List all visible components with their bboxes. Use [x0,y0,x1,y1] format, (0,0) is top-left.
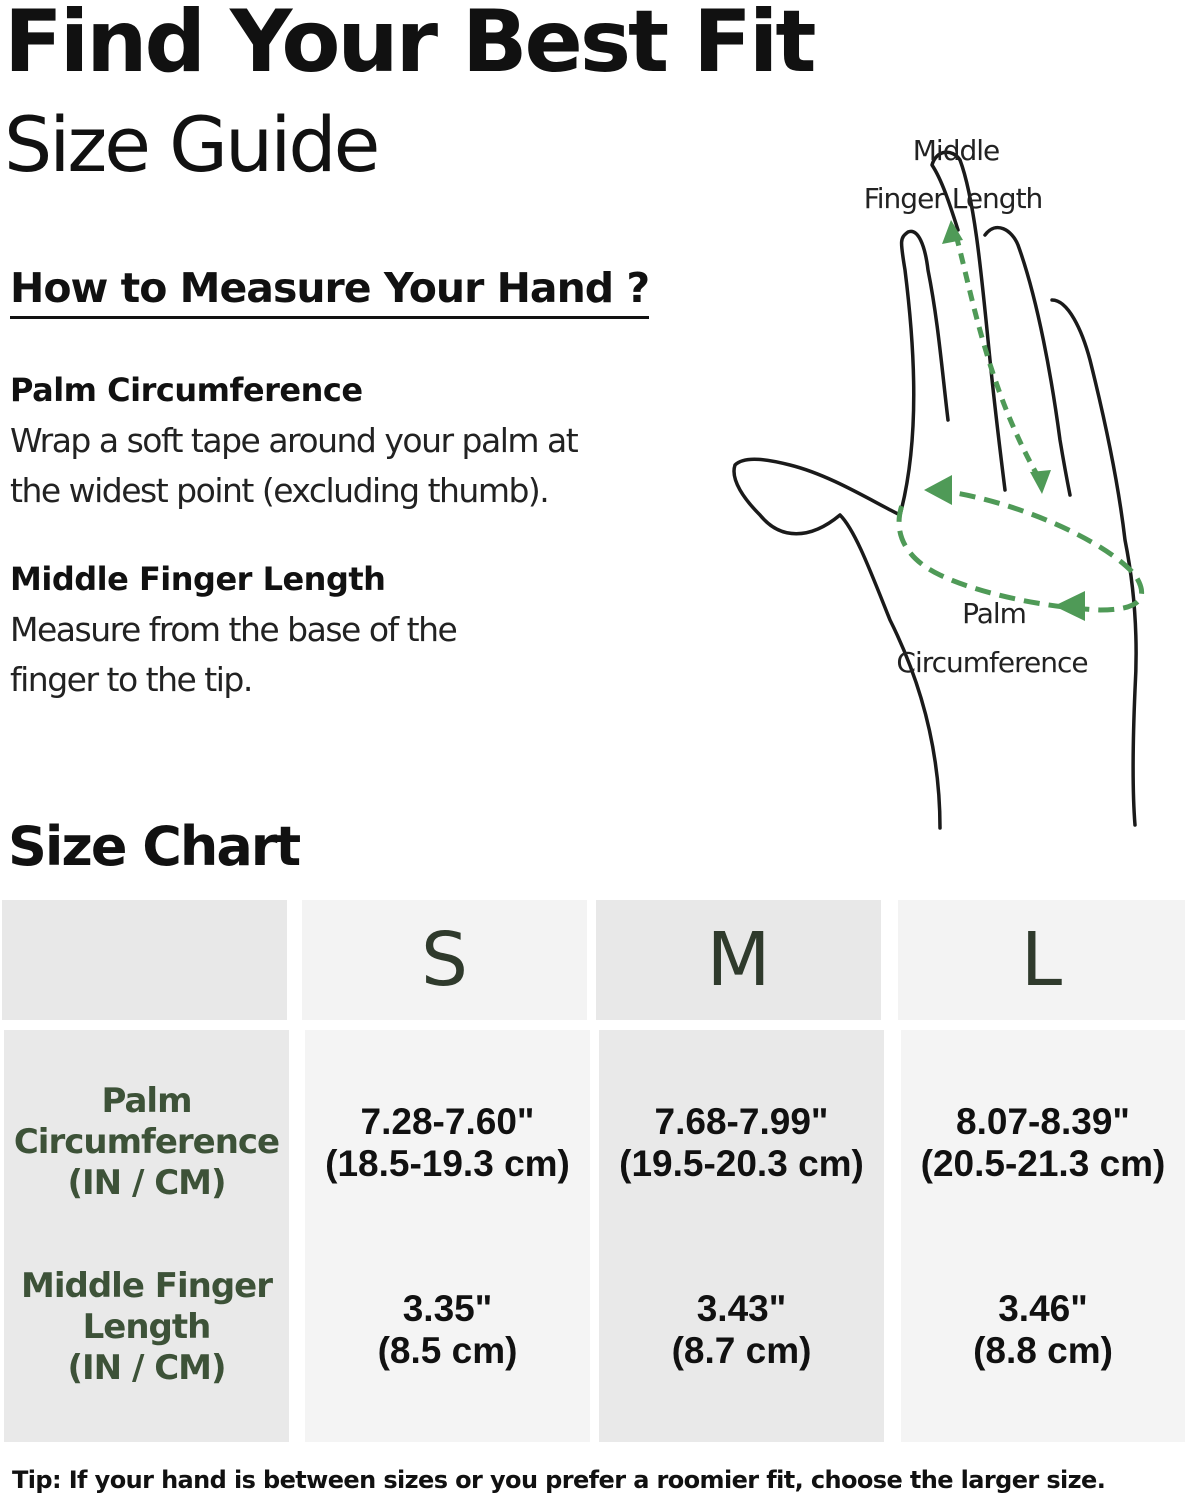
palm-m-inch: 7.68-7.99" [654,1101,829,1142]
finger-value-l [901,1287,1185,1373]
table-row-label-finger [4,1265,289,1390]
palm-s-inch: 7.28-7.60" [360,1101,535,1142]
palm-circumference-title: Palm Circumference [10,371,363,409]
finger-value-m [599,1287,884,1373]
hand-measurement-diagram [720,120,1187,840]
palm-l-inch: 8.07-8.39" [956,1101,1130,1142]
table-row-label-palm [4,1080,289,1205]
palm-instruction-line-1: Wrap a soft tape around your palm at [10,421,578,460]
palm-arrow-tip-left [924,475,952,505]
finger-length-label-2: Finger Length [863,182,1043,215]
finger-arrow-tip-top [942,220,963,244]
finger-row-label-line-2: Length [82,1307,211,1347]
palm-l-cm: (20.5-21.3 cm) [920,1143,1166,1184]
palm-circumference-label-2: Circumference [896,646,1088,679]
size-m-label: M [706,917,771,1003]
size-l-label: L [1020,917,1063,1003]
column-size-m [599,1030,884,1442]
size-chart-heading: Size Chart [8,815,300,878]
finger-arrow-tip-bottom [1030,470,1051,494]
palm-arrow-tip-right [1054,591,1085,621]
finger-row-label-line-1: Middle Finger [21,1266,272,1306]
finger-l-cm: (8.8 cm) [973,1330,1113,1371]
page-title: Find Your Best Fit [4,0,814,92]
palm-row-label-line-1: Palm [101,1081,192,1121]
finger-l-inch: 3.46" [998,1288,1088,1329]
table-header-empty-cell [2,900,287,1020]
table-header-size-l [898,900,1185,1020]
column-size-l [901,1030,1185,1442]
finger-s-inch: 3.35" [402,1288,493,1329]
palm-value-m [599,1100,884,1186]
finger-s-cm: (8.5 cm) [377,1330,518,1371]
palm-s-cm: (18.5-19.3 cm) [325,1143,570,1184]
size-s-label: S [421,917,468,1003]
palm-instruction-line-2: the widest point (excluding thumb). [10,471,549,510]
finger-value-s [305,1287,590,1373]
palm-value-l [901,1100,1185,1186]
middle-finger-title: Middle Finger Length [10,560,386,598]
finger-instruction-line-1: Measure from the base of the [10,610,457,649]
finger-m-cm: (8.7 cm) [671,1330,812,1371]
how-to-measure-heading: How to Measure Your Hand ? [10,262,649,319]
finger-length-label-1: Middle [912,134,1000,167]
table-header-size-s [302,900,587,1020]
table-header-size-m [596,900,881,1020]
finger-m-inch: 3.43" [696,1288,787,1329]
palm-measure-arrow [899,490,1142,610]
finger-row-label-line-3: (IN / CM) [67,1348,226,1388]
palm-value-s [305,1100,590,1186]
sizing-tip: Tip: If your hand is between sizes or you prefer a roomier fit, choose the larger size. [12,1466,1106,1494]
palm-m-cm: (19.5-20.3 cm) [619,1143,864,1184]
finger-instruction-line-2: finger to the tip. [10,660,252,699]
palm-row-label-line-2: Circumference [13,1122,280,1162]
palm-circumference-label-1: Palm [962,597,1026,630]
column-size-s [305,1030,590,1442]
page-subtitle: Size Guide [4,100,378,189]
palm-row-label-line-3: (IN / CM) [67,1163,226,1203]
